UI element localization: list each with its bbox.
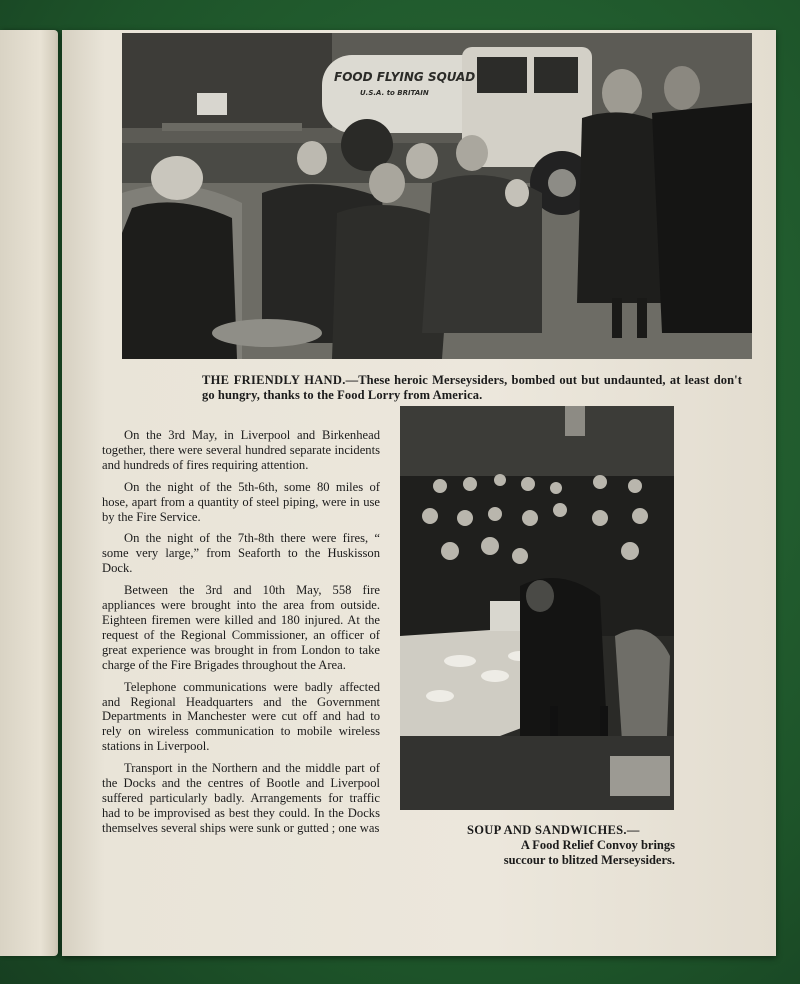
paragraph: On the night of the 5th-6th, some 80 miles of hose, apart from a quantity of steel piping, were in use by the Fire Service. [102,479,380,524]
top-photo-caption [202,373,742,403]
bottom-photo-caption [467,823,675,867]
article-body [102,428,380,843]
paragraph: Transport in the Northern and the middle part of the Docks and the centres of Bootle and Liverpool suffered particularly badly. Arrangements for traffic had to be improvised as best they could. In the Docks themselves several ships were sunk or gutted ; one was [102,761,380,835]
bottom-caption-heading: SOUP AND SANDWICHES.— [467,823,640,837]
bottom-caption-line: A Food Relief Convoy brings [520,837,675,852]
paragraph: On the 3rd May, in Liverpool and Birkenhead together, there were several hundred separate incidents and hundreds of fires requiring attention. [102,428,380,472]
photo-soup-and-sandwiches [400,406,674,810]
truck-sub-lettering: U.S.A. to BRITAIN [360,89,429,97]
top-caption-heading: THE FRIENDLY HAND. [202,373,346,387]
photo-food-lorry-crowd [122,33,752,359]
photo-friendly-hand [122,33,752,359]
paragraph: On the night of the 7th-8th there were fires, “ some very large,” from Seaforth to the Huskisson Dock. [102,531,380,576]
photo-street-meal [400,406,674,810]
top-caption-text: —These heroic Merseysiders, bombed out but undaunted, at least don't go hungry, thanks to the Food Lorry from America. [202,373,742,402]
truck-lettering: FOOD FLYING SQUAD [334,70,476,84]
paragraph: Between the 3rd and 10th May, 558 fire appliances were brought into the area from outside. Eighteen firemen were killed and 180 injured. At the request of the Regional Commissioner, an officer of great experience was brought in from London to take charge of the Fire Brigades throughout the Area. [102,583,380,672]
booklet-page [62,30,776,956]
bottom-caption-line: succour to blitzed Merseysiders. [503,852,675,867]
paragraph: Telephone communications were badly affected and Regional Headquarters and the Government Departments in Manchester were cut off and had to rely on wireless communication to mobile wireless stations in Liverpool. [102,679,380,754]
facing-page-edge [0,30,58,956]
